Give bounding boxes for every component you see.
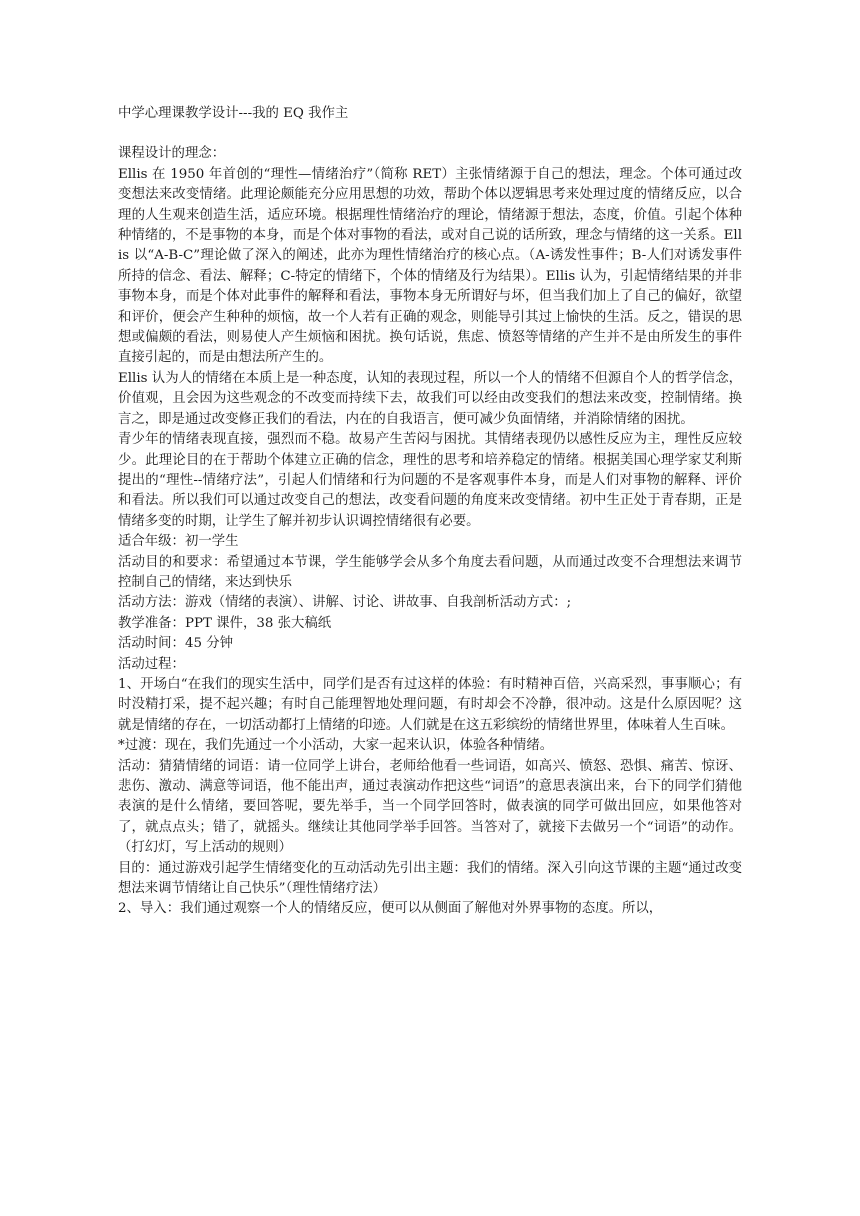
paragraph-adolescent-emotion: 青少年的情绪表现直接，强烈而不稳。故易产生苦闷与困扰。其情绪表现仍以感性反应为主，理性反应较少。此理论目的在于帮助个体建立正确的信念，理性的思考和培养稳定的情绪。根据美国心理学家艾利斯提出的“理性--情绪疗法”，引起人们情绪和行为问题的不是客观事件本身，而是人们对事物的解释、评价和看法。所以我们可以通过改变自己的想法，改变看问题的角度来改变情绪。初中生正处于青春期，正是情绪多变的时期，让学生了解并初步认识调控情绪很有必要。 xyxy=(118,432,742,529)
paragraph-target-grade: 适合年级：初一学生 xyxy=(118,534,239,550)
paragraph-ellis-ret-theory: Ellis 在 1950 年首创的“理性—情绪治疗”（简称 RET）主张情绪源于自己的想法，理念。个体可通过改变想法来改变情绪。此理论颇能充分应用思想的功效，帮助个体以逻辑思考来处理过度的情绪反应，以合理的人生观来创造生活，适应环境。根据理性情绪治疗的理论，情绪源于想法，态度，价值。引起个体种种情绪的，不是事物的本身，而是个体对事物的看法，或对自己说的话所致，理念与情绪的这一关系。Ellis 以“A-B-C”理论做了深入的阐述，此亦为理性情绪治疗的核心点。（A-诱发性事件；B-人们对诱发事件所持的信念、看法、解释；C-特定的情绪下，个体的情绪及行为结果）。Ellis 认为，引起情绪结果的并非事物本身，而是个体对此事件的解释和看法，事物本身无所谓好与坏，但当我们加上了自己的偏好，欲望和评价，便会产生种种的烦恼，故一个人若有正确的观念，则能导引其过上愉快的生活。反之，错误的思想或偏颇的看法，则易使人产生烦恼和困扰。换句话说，焦虑、愤怒等情绪的产生并不是由所发生的事件直接引起的，而是由想法所产生的。 xyxy=(118,166,742,366)
paragraph-introduction: 2、导入：我们通过观察一个人的情绪反应，便可以从侧面了解他对外界事物的态度。所以， xyxy=(118,901,663,917)
document-title: 中学心理课教学设计---我的 EQ 我作主 xyxy=(118,106,349,121)
paragraph-guess-emotion-activity: 活动：猜猜情绪的词语：请一位同学上讲台，老师给他看一些词语，如高兴、愤怒、恐惧、痛苦、惊讶、悲伤、激动、满意等词语，他不能出声，通过表演动作把这些“词语”的意思表演出来，台下的同学们猜他表演的是什么情绪，要回答呢，要先举手，当一个同学回答时，做表演的同学可做出回应，如果他答对了，就点点头；错了，就摇头。继续让其他同学举手回答。当答对了，就接下去做另一个“词语”的动作。（打幻灯，写上活动的规则） xyxy=(118,758,742,856)
document-body xyxy=(118,144,742,919)
paragraph-opening: 1、开场白“在我们的现实生活中，同学们是否有过这样的体验：有时精神百倍，兴高采烈，事事顺心；有时没精打采，提不起兴趣；有时自己能理智地处理问题，有时却会不冷静，很冲动。这是什么原因呢？这就是情绪的存在，一切活动都打上情绪的印迹。人们就是在这五彩缤纷的情绪世界里，体味着人生百味。 xyxy=(118,676,742,733)
paragraph-design-concept-heading: 课程设计的理念： xyxy=(118,146,226,162)
document-page xyxy=(118,104,742,920)
paragraph-activity-method: 活动方法：游戏（情绪的表演）、讲解、讨论、讲故事、自我剖析活动方式：; xyxy=(118,595,572,611)
paragraph-activity-goal: 活动目的和要求：希望通过本节课，学生能够学会从多个角度去看问题，从而通过改变不合理想法来调节控制自己的情绪，来达到快乐 xyxy=(118,554,742,590)
paragraph-teaching-prep: 教学准备：PPT 课件，38 张大稿纸 xyxy=(118,615,332,631)
paragraph-purpose: 目的：通过游戏引起学生情绪变化的互动活动先引出主题：我们的情绪。深入引向这节课的主题“通过改变想法来调节情绪让自己快乐”（理性情绪疗法） xyxy=(118,860,742,897)
paragraph-transition: *过渡：现在，我们先通过一个小活动，大家一起来认识，体验各种情绪。 xyxy=(118,738,554,754)
paragraph-ellis-attitude: Ellis 认为人的情绪在本质上是一种态度，认知的表现过程，所以一个人的情绪不但源自个人的哲学信念，价值观，且会因为这些观念的不改变而持续下去，故我们可以经由改变我们的想法来改变，控制情绪。换言之，即是通过改变修正我们的看法，内在的自我语言，便可减少负面情绪，并消除情绪的困扰。 xyxy=(118,370,742,427)
paragraph-activity-time: 活动时间：45 分钟 xyxy=(118,636,234,652)
paragraph-activity-process-heading: 活动过程： xyxy=(118,656,185,672)
